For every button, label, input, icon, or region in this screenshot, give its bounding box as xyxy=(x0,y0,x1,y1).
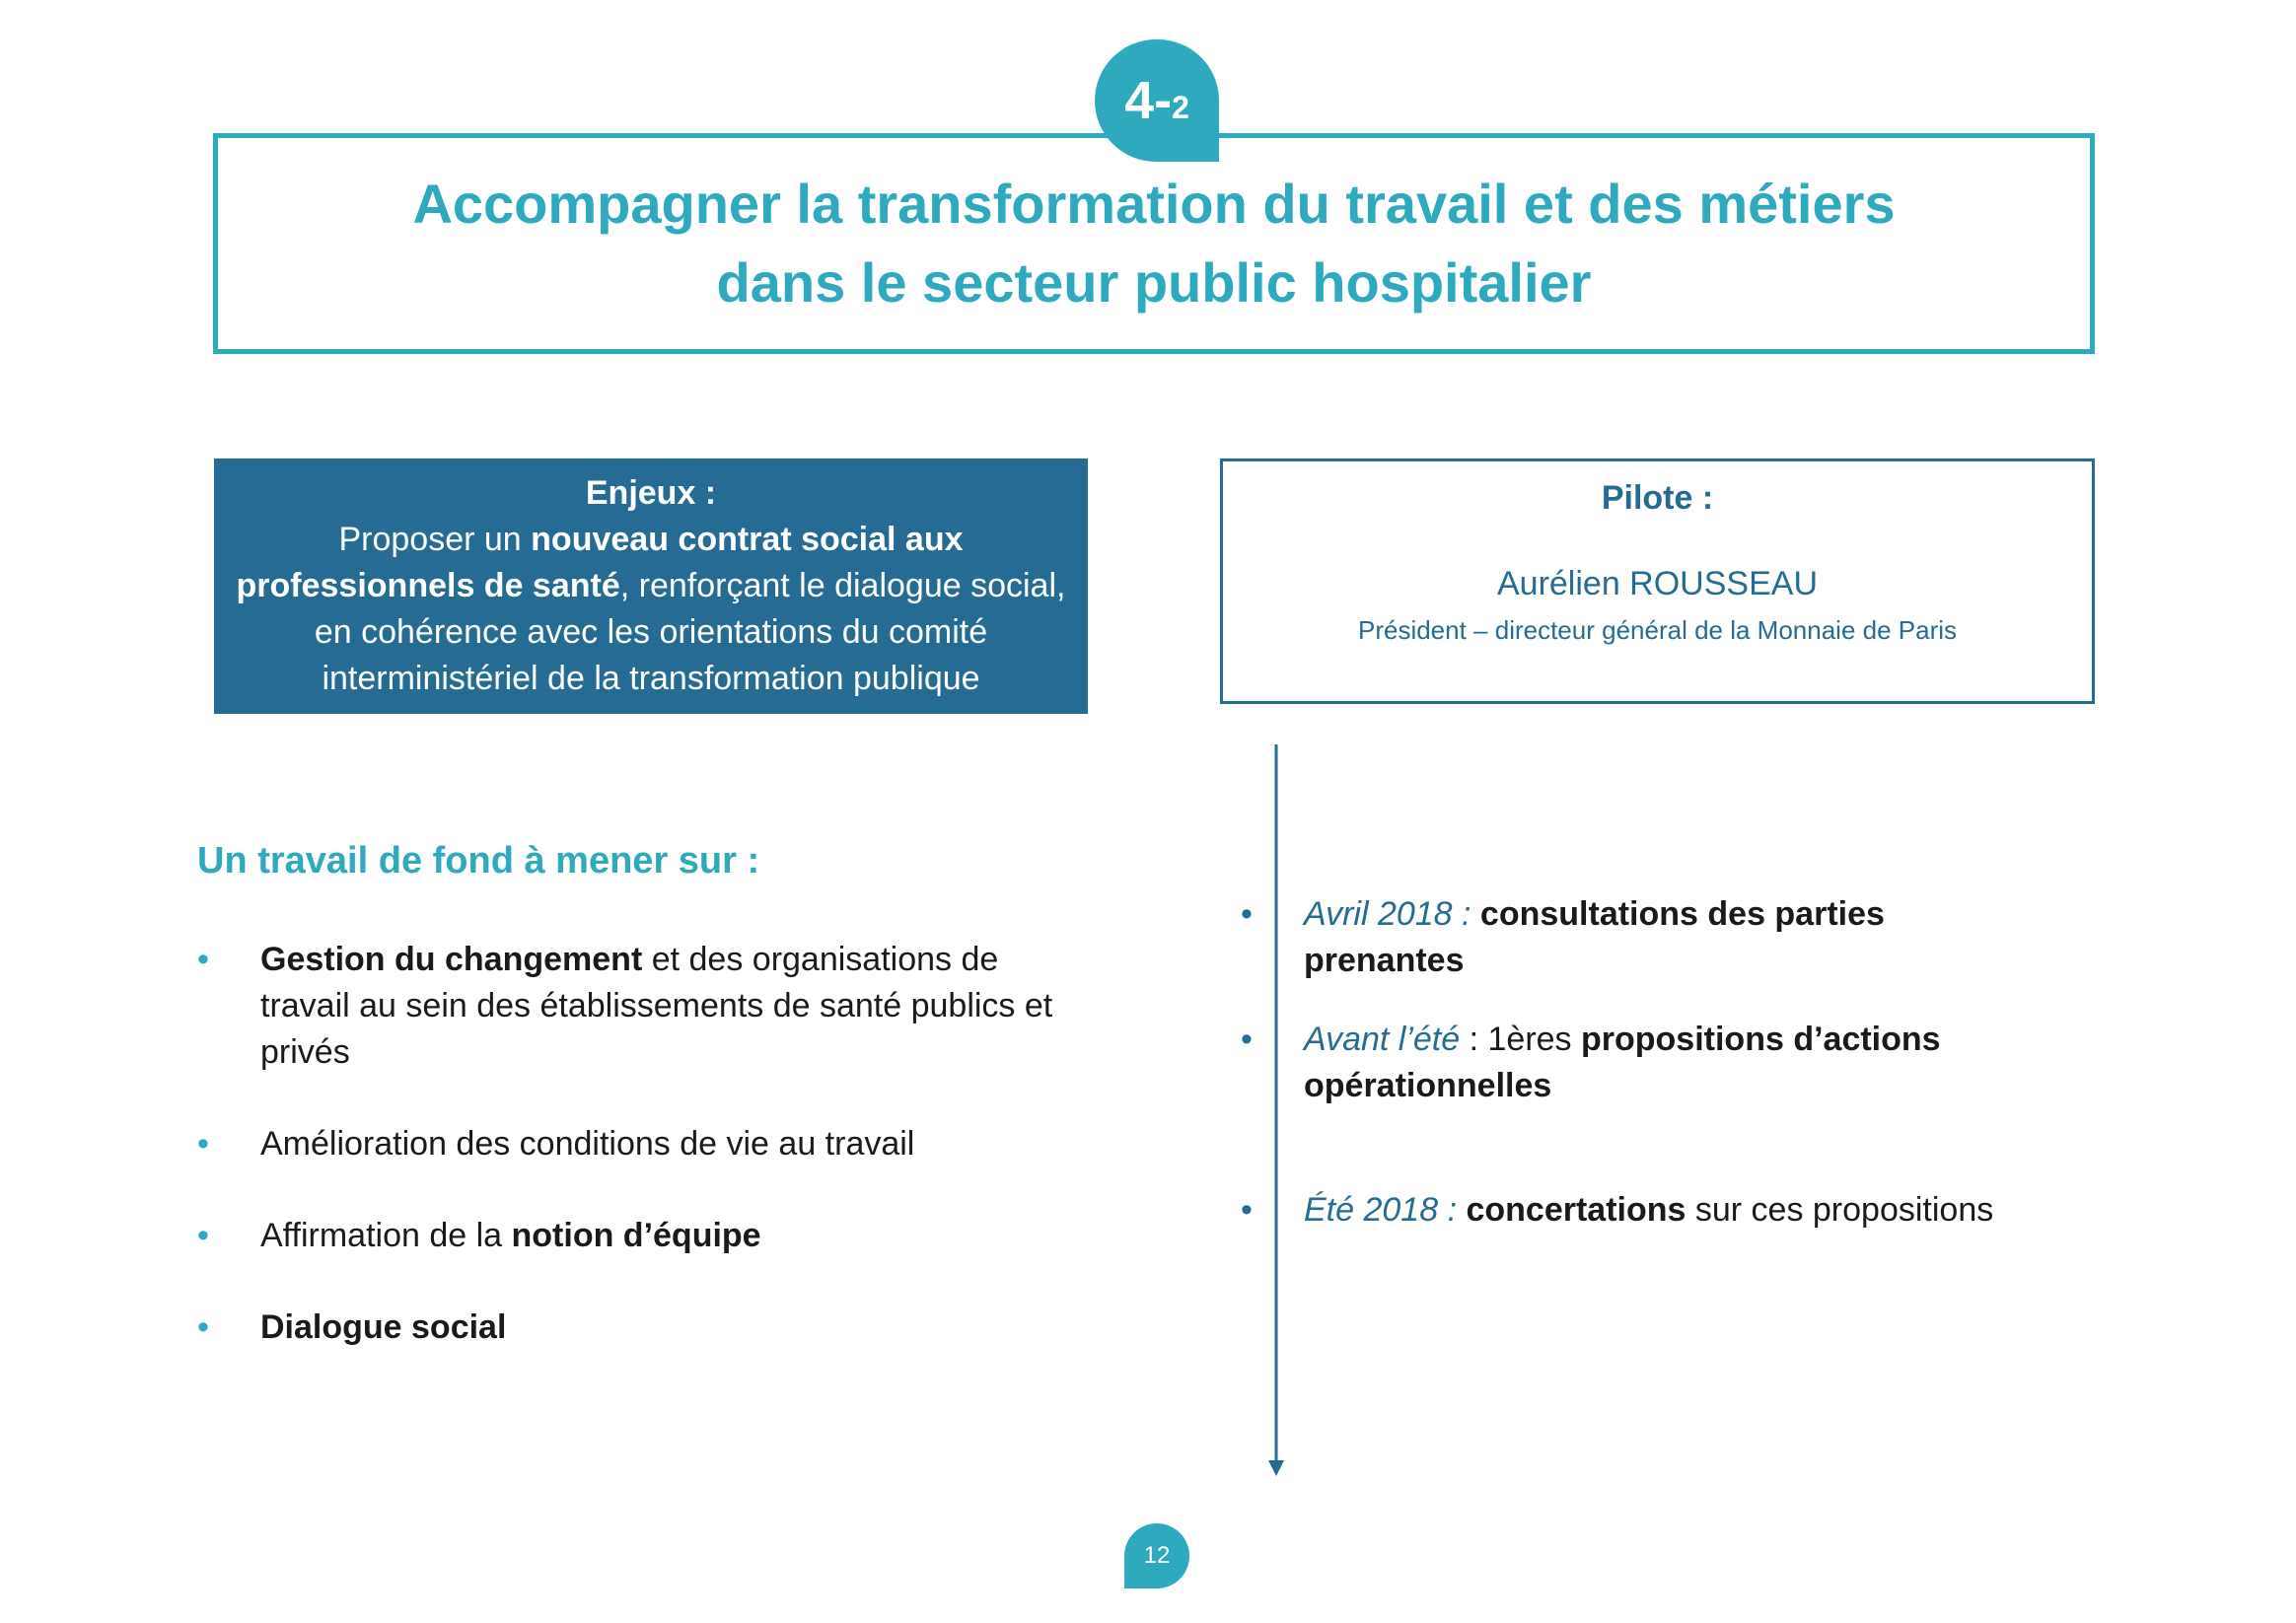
bullet-icon: • xyxy=(1241,1021,1253,1058)
enjeux-box xyxy=(214,459,1088,714)
bullet-icon: • xyxy=(197,1308,209,1346)
list-item-bold: notion d’équipe xyxy=(511,1217,761,1254)
list-item-text: Amélioration des conditions de vie au travail xyxy=(260,1125,915,1163)
timeline-bold: propositions d’actions opérationnelles xyxy=(1304,1021,1941,1104)
timeline-date: Avant l’été xyxy=(1304,1021,1461,1058)
timeline-rest: sur ces propositions xyxy=(1686,1191,1994,1229)
section-subnumber: 2 xyxy=(1172,89,1189,125)
timeline-arrow xyxy=(1262,744,1292,1479)
enjeux-heading: Enjeux : xyxy=(585,474,717,512)
bullet-icon: • xyxy=(197,1125,209,1163)
section-badge xyxy=(1095,39,1219,162)
enjeux-text-end: , renforçant le dialogue social, en cohérence avec les orientations du comité interministériel de la transformation publique xyxy=(314,567,1066,697)
timeline-text xyxy=(1471,895,1479,933)
timeline-date: Avril 2018 : xyxy=(1304,895,1471,933)
timeline-bold: concertations xyxy=(1466,1191,1686,1229)
pilote-role: Président – directeur général de la Monnaie de Paris xyxy=(1357,615,1958,645)
list-item xyxy=(197,937,1065,1076)
work-subtitle: Un travail de fond à mener sur : xyxy=(197,840,760,882)
timeline-list xyxy=(1241,1187,2049,1234)
page-title-line-2: dans le secteur public hospitalier xyxy=(716,251,1592,314)
page-number: 12 xyxy=(1124,1523,1189,1588)
section-number: 4- xyxy=(1124,71,1173,130)
pilote-name: Aurélien ROUSSEAU xyxy=(1496,565,1818,602)
timeline-item xyxy=(1241,1187,2049,1234)
enjeux-text-start: Proposer un xyxy=(338,521,532,558)
enjeux-text xyxy=(234,517,1068,702)
pilote-box xyxy=(1220,459,2095,704)
work-list xyxy=(197,937,1065,1351)
list-item-bold: Gestion du changement xyxy=(260,941,643,978)
bullet-icon: • xyxy=(197,1217,209,1254)
list-item-bold: Dialogue social xyxy=(260,1308,507,1346)
timeline-item xyxy=(1241,1017,2049,1109)
timeline-list xyxy=(1241,1017,2049,1109)
timeline-bold: consultations des parties prenantes xyxy=(1304,895,1885,979)
timeline-item xyxy=(1241,891,2049,984)
list-item xyxy=(197,1121,1065,1167)
pilote-heading: Pilote : xyxy=(1601,479,1714,517)
title-box xyxy=(213,133,2095,354)
page-title-line-1: Accompagner la transformation du travail et des métiers xyxy=(412,173,1896,235)
enjeux-text-bold: nouveau contrat social aux professionnels de santé xyxy=(236,521,964,604)
bullet-icon: • xyxy=(1241,895,1253,933)
list-item xyxy=(197,1213,1065,1259)
timeline-text: : 1ères xyxy=(1460,1021,1581,1058)
list-item-text: Affirmation de la xyxy=(260,1217,512,1254)
bullet-icon: • xyxy=(197,941,209,978)
timeline-date: Été 2018 : xyxy=(1304,1191,1458,1229)
list-item-text: et des organisations de travail au sein des établissements de santé publics et privés xyxy=(260,941,1053,1071)
list-item xyxy=(197,1305,1065,1351)
bullet-icon: • xyxy=(1241,1191,1253,1229)
timeline-list xyxy=(1241,891,2049,984)
